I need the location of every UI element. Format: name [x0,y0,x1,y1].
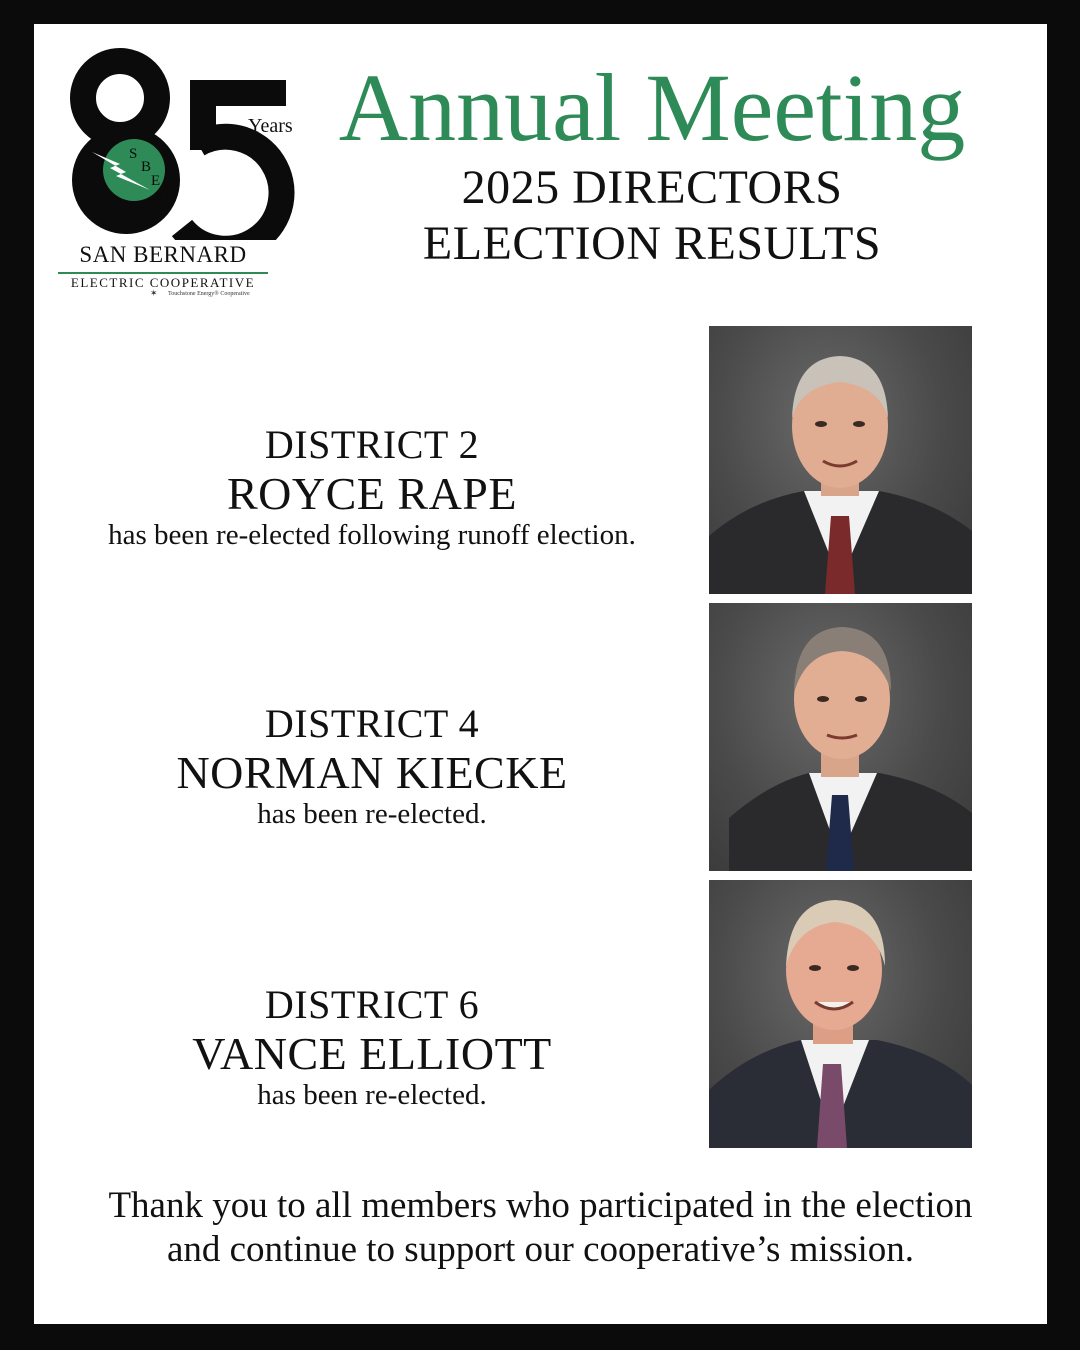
director-text [48,422,696,550]
subtitle-line-2: ELECTION RESULTS [422,217,882,270]
director-text [48,701,696,829]
logo-85-graphic [58,40,298,240]
svg-text:S: S [129,146,138,162]
director-photo [709,603,972,871]
director-district-4 [34,603,1047,871]
director-district-2 [34,326,1047,594]
director-name: NORMAN KIECKE [176,747,568,798]
logo-subname: ELECTRIC COOPERATIVE [70,275,256,290]
years-label: Years [248,115,293,137]
director-status: has been re-elected following runoff election. [108,519,636,551]
logo-divider [58,272,268,274]
district-label: DISTRICT 4 [264,701,480,746]
svg-text:C: C [158,188,169,204]
touchstone-icon: ✶ [150,289,158,299]
director-status: has been re-elected. [257,1079,487,1111]
page-subtitle [352,160,952,272]
district-label: DISTRICT 2 [264,422,480,467]
poster [34,24,1047,1324]
svg-text:E: E [151,173,161,189]
district-label: DISTRICT 6 [264,982,480,1027]
footer-line-1: Thank you to all members who participated in the election [108,1185,973,1226]
director-district-6 [34,880,1047,1148]
director-text [48,982,696,1110]
thank-you-message [34,1184,1047,1272]
director-name: VANCE ELLIOTT [192,1028,552,1079]
director-name: ROYCE RAPE [227,468,517,519]
director-photo [709,880,972,1148]
director-photo [709,326,972,594]
svg-text:B: B [141,159,152,175]
page-title: Annual Meeting [338,54,966,161]
subtitle-line-1: 2025 DIRECTORS [461,161,843,214]
logo-name: SAN BERNARD [79,242,247,267]
sbec-85-years-logo [58,40,298,310]
logo-tagline: Touchstone Energy® Cooperative [168,291,250,297]
director-status: has been re-elected. [257,798,487,830]
footer-line-2: and continue to support our cooperative’s mission. [166,1229,915,1270]
